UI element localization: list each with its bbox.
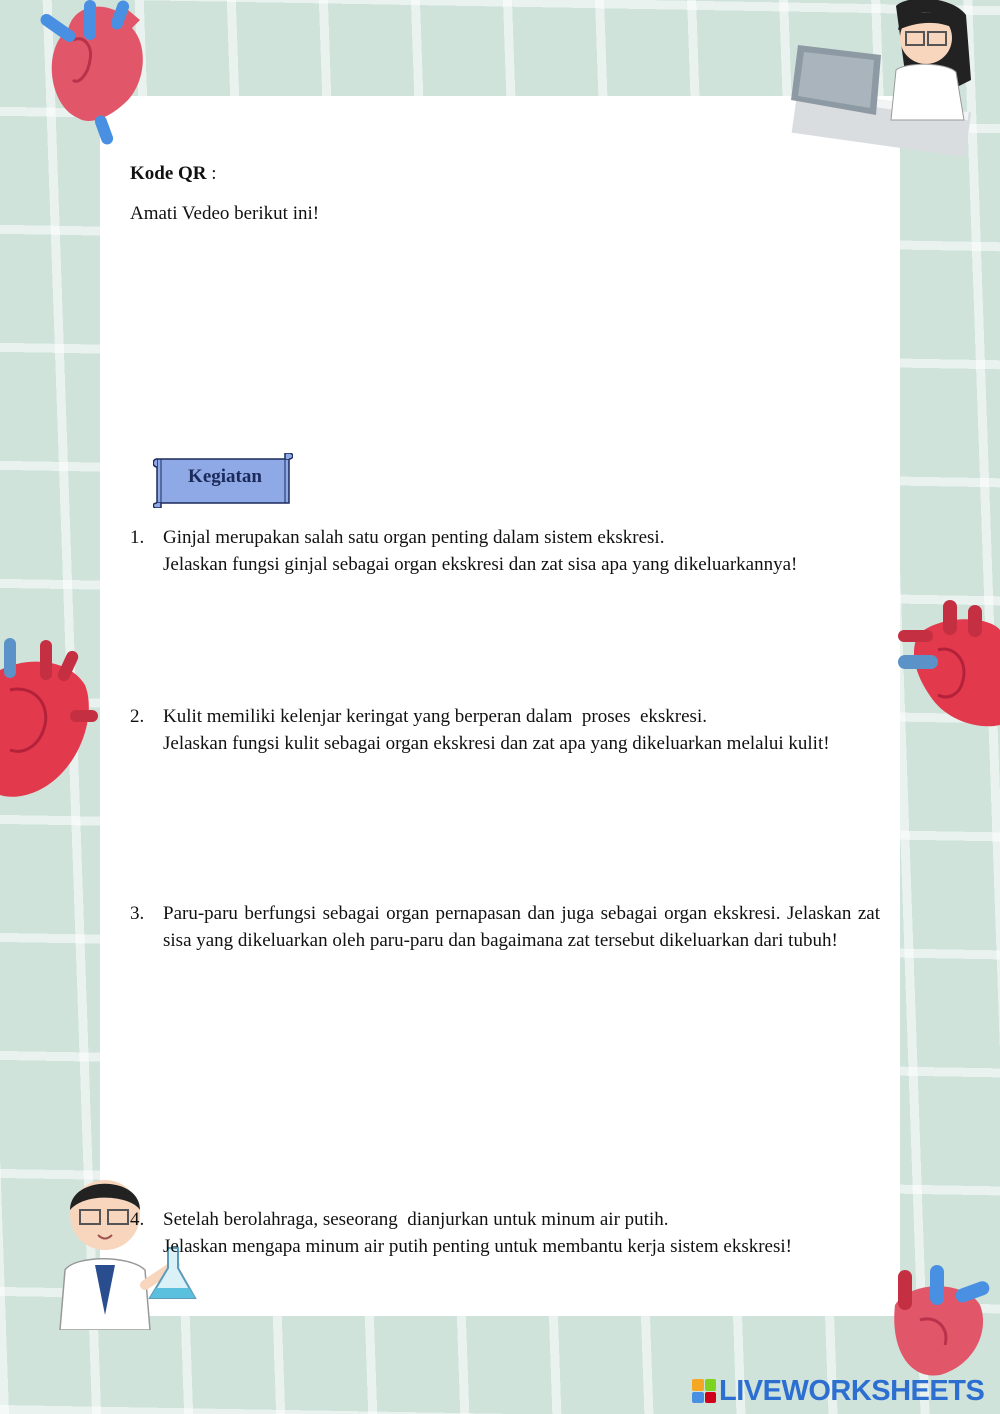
question-text-line: Jelaskan fungsi kulit sebagai organ ekskresi dan zat apa yang dikeluarkan melalui kulit! [163, 733, 830, 754]
heart-icon [28, 0, 158, 145]
liveworksheets-wordmark: LIVEWORKSHEETS [719, 1374, 985, 1407]
question-item [130, 703, 880, 757]
question-number: 3. [130, 903, 145, 924]
question-text-line: Kulit memiliki kelenjar keringat yang berperan dalam proses ekskresi. [163, 706, 707, 727]
question-number: 2. [130, 706, 145, 727]
video-instruction: Amati Vedeo berikut ini! [130, 203, 320, 224]
kegiatan-label: Kegiatan [188, 466, 262, 487]
question-text: Paru-paru berfungsi sebagai organ pernapasan dan juga sebagai organ ekskresi. Jelaskan zat sisa yang dikeluarkan oleh paru-paru dan bagaimana zat tersebut dikeluarkan dari tubuh! [163, 903, 880, 951]
heart-icon [880, 1265, 990, 1380]
kode-qr-separator: : [206, 163, 217, 184]
question-number: 4. [130, 1209, 145, 1230]
question-text-line: Ginjal merupakan salah satu organ penting dalam sistem ekskresi. [163, 527, 665, 548]
question-text-line: Setelah berolahraga, seseorang dianjurkan untuk minum air putih. [163, 1209, 669, 1230]
doctor-laptop-icon [786, 0, 976, 165]
question-number: 1. [130, 527, 145, 548]
question-item [130, 524, 880, 578]
question-text-line: Jelaskan fungsi ginjal sebagai organ ekskresi dan zat sisa apa yang dikeluarkannya! [163, 554, 798, 575]
heart-icon [898, 600, 1000, 730]
question-text-line: Jelaskan mengapa minum air putih penting untuk membantu kerja sistem ekskresi! [163, 1236, 792, 1257]
liveworksheets-icon [692, 1379, 716, 1403]
kode-qr-label: Kode QR [130, 163, 207, 184]
question-item [130, 900, 880, 954]
question-item [130, 1206, 880, 1260]
heart-icon [0, 630, 100, 805]
liveworksheets-logo[interactable] [692, 1374, 984, 1408]
kode-qr-line [130, 160, 217, 187]
